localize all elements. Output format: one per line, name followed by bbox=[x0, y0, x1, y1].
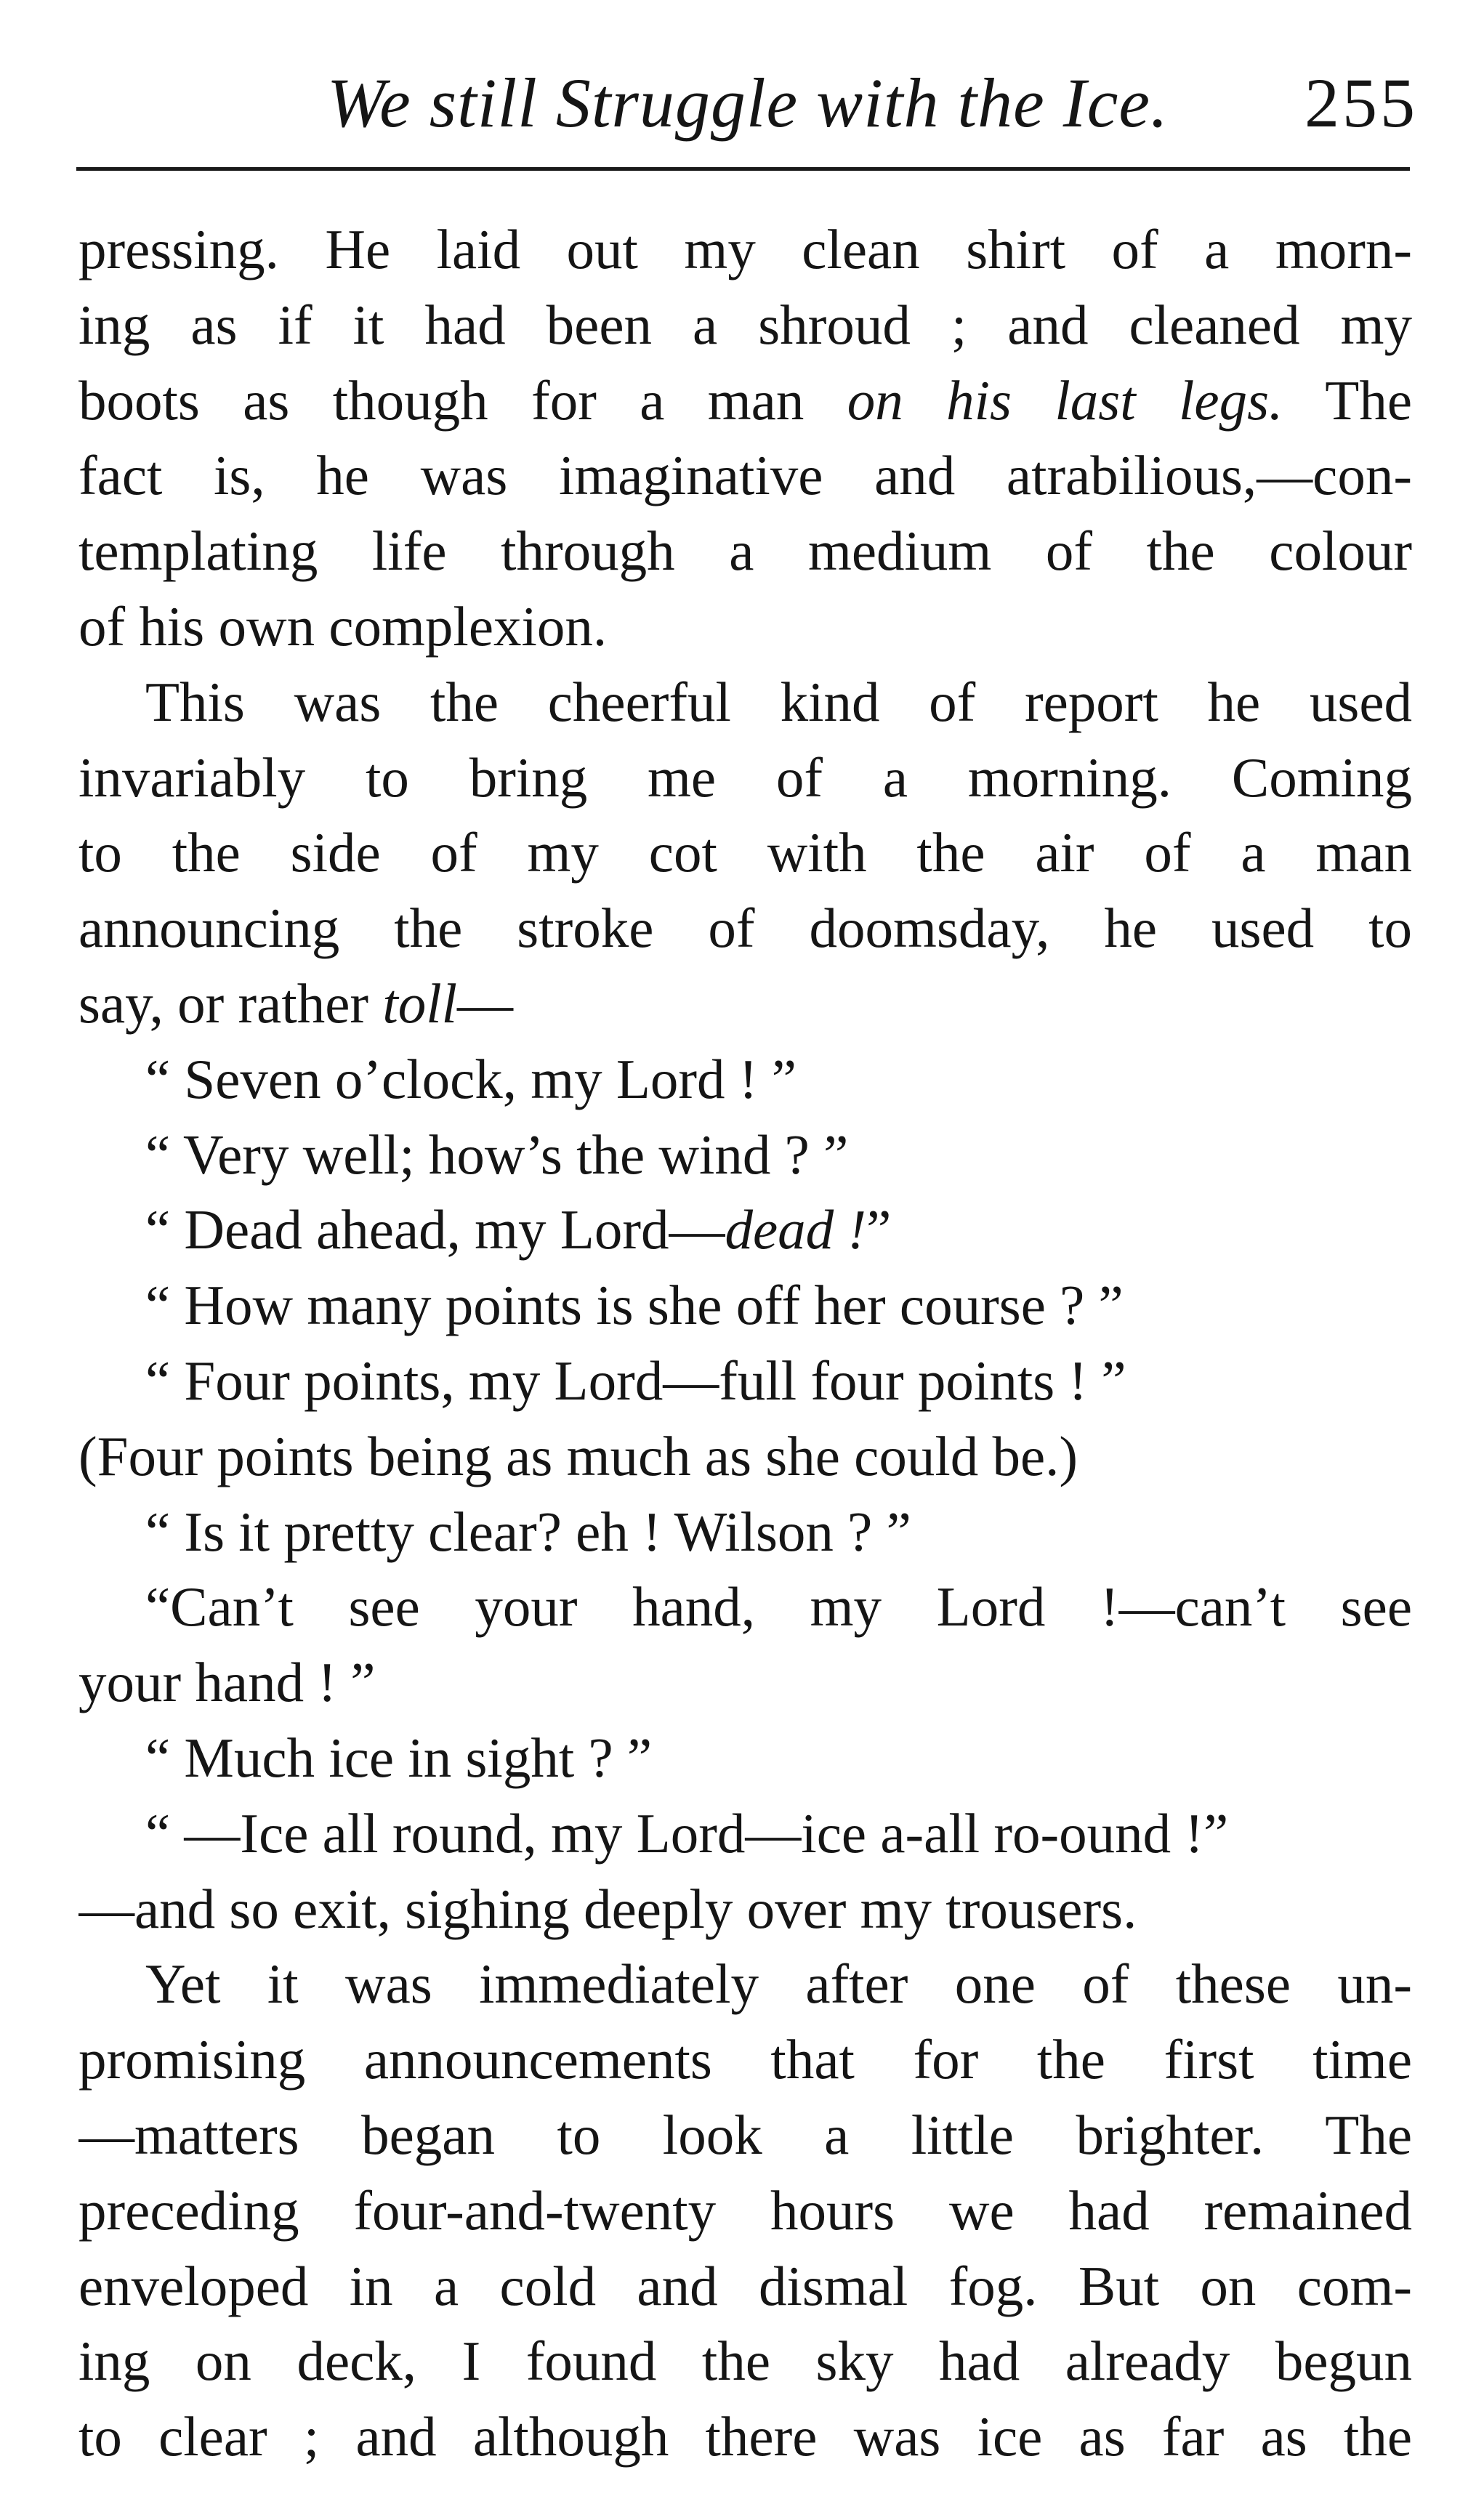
text-line bbox=[78, 966, 1412, 1042]
page-number: 255 bbox=[1304, 64, 1418, 142]
italic-phrase: on his last legs. bbox=[847, 368, 1283, 432]
text-segment: ” bbox=[866, 1198, 892, 1261]
text-line: to clear ; and although there was ice as far as the bbox=[78, 2405, 1412, 2468]
dialogue-line: “ Four points, my Lord—full four points ! ” bbox=[145, 1349, 1126, 1412]
text-line: pressing. He laid out my clean shirt of a morn- bbox=[78, 218, 1412, 280]
dialogue-line: “ —Ice all round, my Lord—ice a-all ro-ound !” bbox=[145, 1801, 1229, 1865]
paragraph-start-line: Yet it was immediately after one of these un- bbox=[145, 1952, 1412, 2016]
text-line: preceding four-and-twenty hours we had remained bbox=[78, 2178, 1412, 2242]
text-line: promising announcements that for the first time bbox=[78, 2028, 1412, 2091]
dialogue-line: “ Seven o’clock, my Lord ! ” bbox=[145, 1047, 797, 1110]
text-segment: boots as though for a man bbox=[78, 368, 847, 432]
text-line: fact is, he was imaginative and atrabilious,—con- bbox=[78, 444, 1412, 507]
text-line: ing as if it had been a shroud ; and cleaned my bbox=[78, 293, 1412, 356]
running-title: We still Struggle with the Ice. bbox=[327, 64, 1169, 142]
text-line: to the side of my cot with the air of a man bbox=[78, 821, 1412, 884]
dialogue-line: “ How many points is she off her course ? ” bbox=[145, 1274, 1124, 1337]
text-line: —and so exit, sighing deeply over my trousers. bbox=[78, 1877, 1137, 1940]
dialogue-line: “Can’t see your hand, my Lord !—can’t see bbox=[145, 1575, 1412, 1639]
text-line: your hand ! ” bbox=[78, 1651, 376, 1714]
text-segment: The bbox=[1283, 368, 1412, 432]
text-line: invariably to bring me of a morning. Coming bbox=[78, 746, 1412, 809]
body-text bbox=[78, 212, 1412, 2475]
text-segment: “ Dead ahead, my Lord— bbox=[145, 1198, 725, 1261]
dialogue-line bbox=[78, 1192, 1412, 1268]
text-line: enveloped in a cold and dismal fog. But on com- bbox=[78, 2254, 1412, 2317]
text-line: (Four points being as much as she could be.) bbox=[78, 1424, 1078, 1487]
text-line: of his own complexion. bbox=[78, 594, 608, 658]
text-segment: — bbox=[457, 972, 513, 1035]
dialogue-line: “ Much ice in sight ? ” bbox=[145, 1726, 653, 1789]
header-rule bbox=[76, 167, 1410, 171]
dialogue-line: “ Very well; how’s the wind ? ” bbox=[145, 1123, 849, 1186]
running-head bbox=[0, 52, 1484, 147]
text-segment: say, or rather bbox=[78, 972, 383, 1035]
text-line bbox=[78, 363, 1412, 439]
italic-word: dead ! bbox=[725, 1198, 867, 1261]
text-line: —matters began to look a little brighter. The bbox=[78, 2103, 1412, 2166]
italic-word: toll bbox=[382, 972, 457, 1035]
text-line: ing on deck, I found the sky had already begun bbox=[78, 2330, 1412, 2393]
dialogue-line: “ Is it pretty clear? eh ! Wilson ? ” bbox=[145, 1500, 911, 1563]
paragraph-start-line: This was the cheerful kind of report he used bbox=[145, 670, 1412, 733]
text-line: templating life through a medium of the colour bbox=[78, 520, 1412, 583]
text-line: announcing the stroke of doomsday, he used to bbox=[78, 897, 1412, 960]
